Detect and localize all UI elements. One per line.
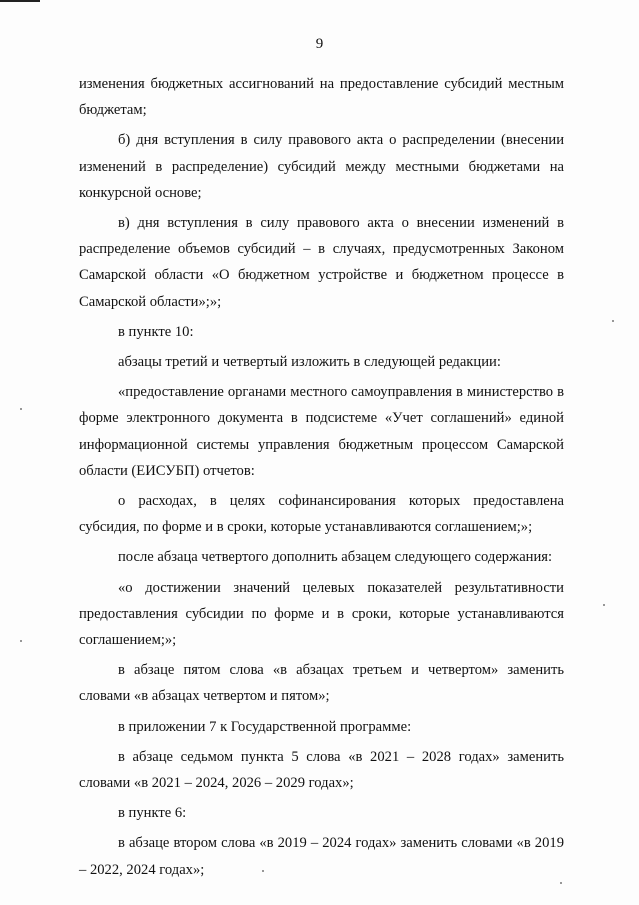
paragraph-4: в пункте 10: bbox=[118, 323, 194, 340]
paragraph-2: б) дня вступления в силу правового акта о распределении (внесении изменений в распределение) субсидий между местными бюджетами на конкурсной основе; bbox=[79, 132, 564, 201]
scan-speck bbox=[603, 604, 605, 606]
paragraph-3: в) дня вступления в силу правового акта о внесении изменений в распределение объемов субсидий – в случаях, предусмотренных Законом Самарской области «О бюджетном устройстве и бюджетном процессе в Самарской области»;»; bbox=[79, 215, 564, 310]
scan-speck bbox=[612, 320, 614, 322]
paragraph-9: «о достижении значений целевых показателей результативности предоставления субсидии по форме и в сроки, которые устанавливаются соглашением;»; bbox=[79, 579, 564, 649]
paragraph-7: о расходах, в целях софинансирования которых предоставлена субсидия, по форме и в сроки, которые устанавливаются соглашением;»; bbox=[79, 493, 564, 536]
document-body bbox=[79, 71, 564, 883]
page-number: 9 bbox=[315, 36, 324, 52]
paragraph-5: абзацы третий и четвертый изложить в следующей редакции: bbox=[118, 354, 501, 371]
paragraph-11: в приложении 7 к Государственной программе: bbox=[118, 718, 412, 735]
paragraph-6: «предоставление органами местного самоуправления в министерство в форме электронного документа в подсистеме «Учет соглашений» единой информационной системы управления бюджетным процессом Самарской области (ЕИСУБП) отчетов: bbox=[79, 384, 564, 479]
paragraph-14: в абзаце втором слова «в 2019 – 2024 годах» заменить словами «в 2019 – 2022, 2024 годах»; bbox=[79, 835, 564, 878]
paragraph-10: в абзаце пятом слова «в абзацах третьем и четвертом» заменить словами «в абзацах четвертом и пятом»; bbox=[79, 662, 564, 705]
scan-speck bbox=[262, 870, 264, 872]
paragraph-8: после абзаца четвертого дополнить абзацем следующего содержания: bbox=[118, 549, 553, 566]
paragraph-1: изменения бюджетных ассигнований на предоставление субсидий местным бюджетам; bbox=[79, 76, 564, 119]
scan-corner-mark bbox=[0, 0, 40, 2]
scan-speck bbox=[20, 640, 22, 642]
paragraph-12: в абзаце седьмом пункта 5 слова «в 2021 – 2028 годах» заменить словами «в 2021 – 2024, 2026 – 2029 годах»; bbox=[79, 748, 564, 792]
paragraph-13: в пункте 6: bbox=[118, 805, 187, 822]
scan-speck bbox=[20, 408, 22, 410]
scan-speck bbox=[560, 882, 562, 884]
